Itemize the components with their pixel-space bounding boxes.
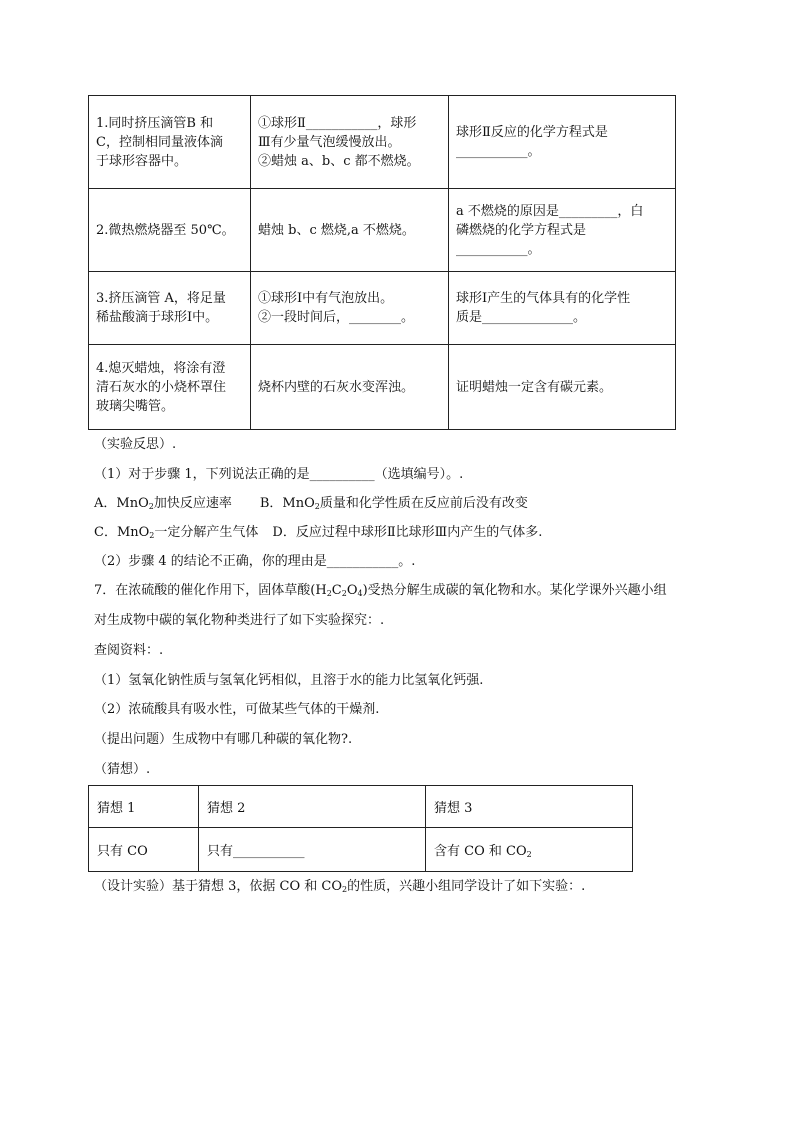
reference-item-1: （1）氢氧化钠性质与氢氧化钙相似，且溶于水的能力比氢氧化钙强. xyxy=(94,673,484,688)
design-experiment xyxy=(94,878,585,899)
guess-table xyxy=(88,785,633,872)
subscript: 2 xyxy=(148,502,154,511)
option-row-cd xyxy=(94,524,542,545)
reflection-question-2: （2）步骤 4 的结论不正确，你的理由是___________。. xyxy=(94,554,416,569)
option-c-text: 一定分解产生气体 xyxy=(154,525,259,540)
option-a-text: A．MnO xyxy=(94,496,149,511)
cell-text: 稀盐酸滴于球形Ⅰ中。 xyxy=(96,310,219,325)
cell-text: C，控制相同量液体滴 xyxy=(96,134,223,150)
table-row xyxy=(89,96,676,189)
problem-statement: （提出问题）生成物中有哪几种碳的氧化物?. xyxy=(94,732,353,747)
reflection-question-1: （1）对于步骤 1，下列说法正确的是__________（选填编号）。. xyxy=(94,467,464,482)
subscript: 2 xyxy=(326,589,332,598)
cell-text: 球形Ⅱ反应的化学方程式是 xyxy=(456,125,608,140)
subscript: 2 xyxy=(526,850,532,859)
observation-cell xyxy=(251,96,449,189)
reference-item-2: （2）浓硫酸具有吸水性，可做某些气体的干燥剂. xyxy=(94,702,380,717)
cell-text: ②蜡烛 a、b、c 都不燃烧。 xyxy=(258,153,420,169)
analysis-cell xyxy=(449,272,676,345)
option-d: D．反应过程中球形Ⅱ比球形Ⅲ内产生的气体多. xyxy=(272,525,543,540)
analysis-cell xyxy=(449,96,676,189)
analysis-cell xyxy=(449,345,676,430)
cell-text: ①球形Ⅱ___________，球形 xyxy=(258,115,417,131)
cell-text: 4.熄灭蜡烛，将涂有澄 xyxy=(96,360,226,376)
observation-cell xyxy=(251,345,449,430)
design-text: （设计实验）基于猜想 3，依据 CO 和 CO xyxy=(94,879,343,894)
step-cell xyxy=(89,96,251,189)
option-a xyxy=(94,496,232,511)
cell-text: ___________。 xyxy=(456,241,541,257)
step-cell xyxy=(89,272,251,345)
guess-value-2: 只有___________ xyxy=(199,828,426,872)
option-c-text: C．MnO xyxy=(94,525,150,540)
option-b-text: B．MnO xyxy=(259,496,315,511)
guess-header-2: 猜想 2 xyxy=(199,786,426,828)
q7-text: O xyxy=(346,583,358,598)
cell-text: 烧杯内壁的石灰水变浑浊。 xyxy=(258,379,415,395)
q7-text: C xyxy=(331,583,342,598)
step-cell xyxy=(89,189,251,272)
reference-heading: 查阅资料：. xyxy=(94,643,164,658)
subscript: 2 xyxy=(149,531,155,540)
q7-text: 7．在浓硫酸的催化作用下，固体草酸(H xyxy=(94,583,327,598)
table-row xyxy=(89,189,676,272)
cell-text: 清石灰水的小烧杯罩住 xyxy=(96,379,227,395)
subscript: 4 xyxy=(357,589,363,598)
observation-cell xyxy=(251,272,449,345)
cell-text: a 不燃烧的原因是_________，白 xyxy=(456,203,644,219)
option-a-text: 加快反应速率 xyxy=(153,496,232,511)
table-row xyxy=(89,828,633,872)
subscript: 2 xyxy=(342,885,348,894)
q7-text: )受热分解生成碳的氧化物和水。某化学课外兴趣小组 xyxy=(362,583,667,598)
option-b xyxy=(260,496,528,511)
cell-text: 质是______________。 xyxy=(456,310,587,325)
option-b-text: 质量和化学性质在反应前后没有改变 xyxy=(319,496,528,511)
cell-text: 蜡烛 b、c 燃烧,a 不燃烧。 xyxy=(258,222,415,238)
guess-value-3 xyxy=(426,828,633,872)
table-header-row xyxy=(89,786,633,828)
guess-header-3: 猜想 3 xyxy=(426,786,633,828)
cell-text: 球形Ⅰ产生的气体具有的化学性 xyxy=(456,291,631,306)
option-c xyxy=(94,525,258,540)
step-cell xyxy=(89,345,251,430)
design-text: 的性质，兴趣小组同学设计了如下实验：. xyxy=(347,879,586,894)
guess-value-1: 只有 CO xyxy=(89,828,199,872)
observation-cell xyxy=(251,189,449,272)
cell-text: ②一段时间后，________。 xyxy=(258,310,415,325)
cell-text: 于球形容器中。 xyxy=(96,153,188,169)
guess-heading: （猜想）. xyxy=(94,762,151,777)
question-7-line-2: 对生成物中碳的氧化物种类进行了如下实验探究：. xyxy=(94,613,385,628)
cell-text: Ⅲ有少量气泡缓慢放出。 xyxy=(258,134,401,150)
cell-text: ___________。 xyxy=(456,144,541,159)
option-row-ab xyxy=(94,495,528,516)
cell-text: 磷燃烧的化学方程式是 xyxy=(456,222,587,238)
cell-text: 3.挤压滴管 A，将足量 xyxy=(96,291,226,306)
cell-text: 玻璃尖嘴管。 xyxy=(96,398,175,414)
cell-text: 1.同时挤压滴管B 和 xyxy=(96,115,214,131)
experiment-table xyxy=(88,95,676,430)
question-7-line-1 xyxy=(94,582,667,603)
cell-text: ①球形Ⅰ中有气泡放出。 xyxy=(258,291,394,306)
guess-header-1: 猜想 1 xyxy=(89,786,199,828)
table-row xyxy=(89,345,676,430)
guess-value-3-text: 含有 CO 和 CO xyxy=(434,844,527,859)
subscript: 2 xyxy=(341,589,347,598)
cell-text: 证明蜡烛一定含有碳元素。 xyxy=(456,379,613,395)
subscript: 2 xyxy=(314,502,320,511)
analysis-cell xyxy=(449,189,676,272)
cell-text: 2.微热燃烧器至 50℃。 xyxy=(96,222,235,238)
reflection-heading: （实验反思）. xyxy=(94,437,177,452)
table-row xyxy=(89,272,676,345)
